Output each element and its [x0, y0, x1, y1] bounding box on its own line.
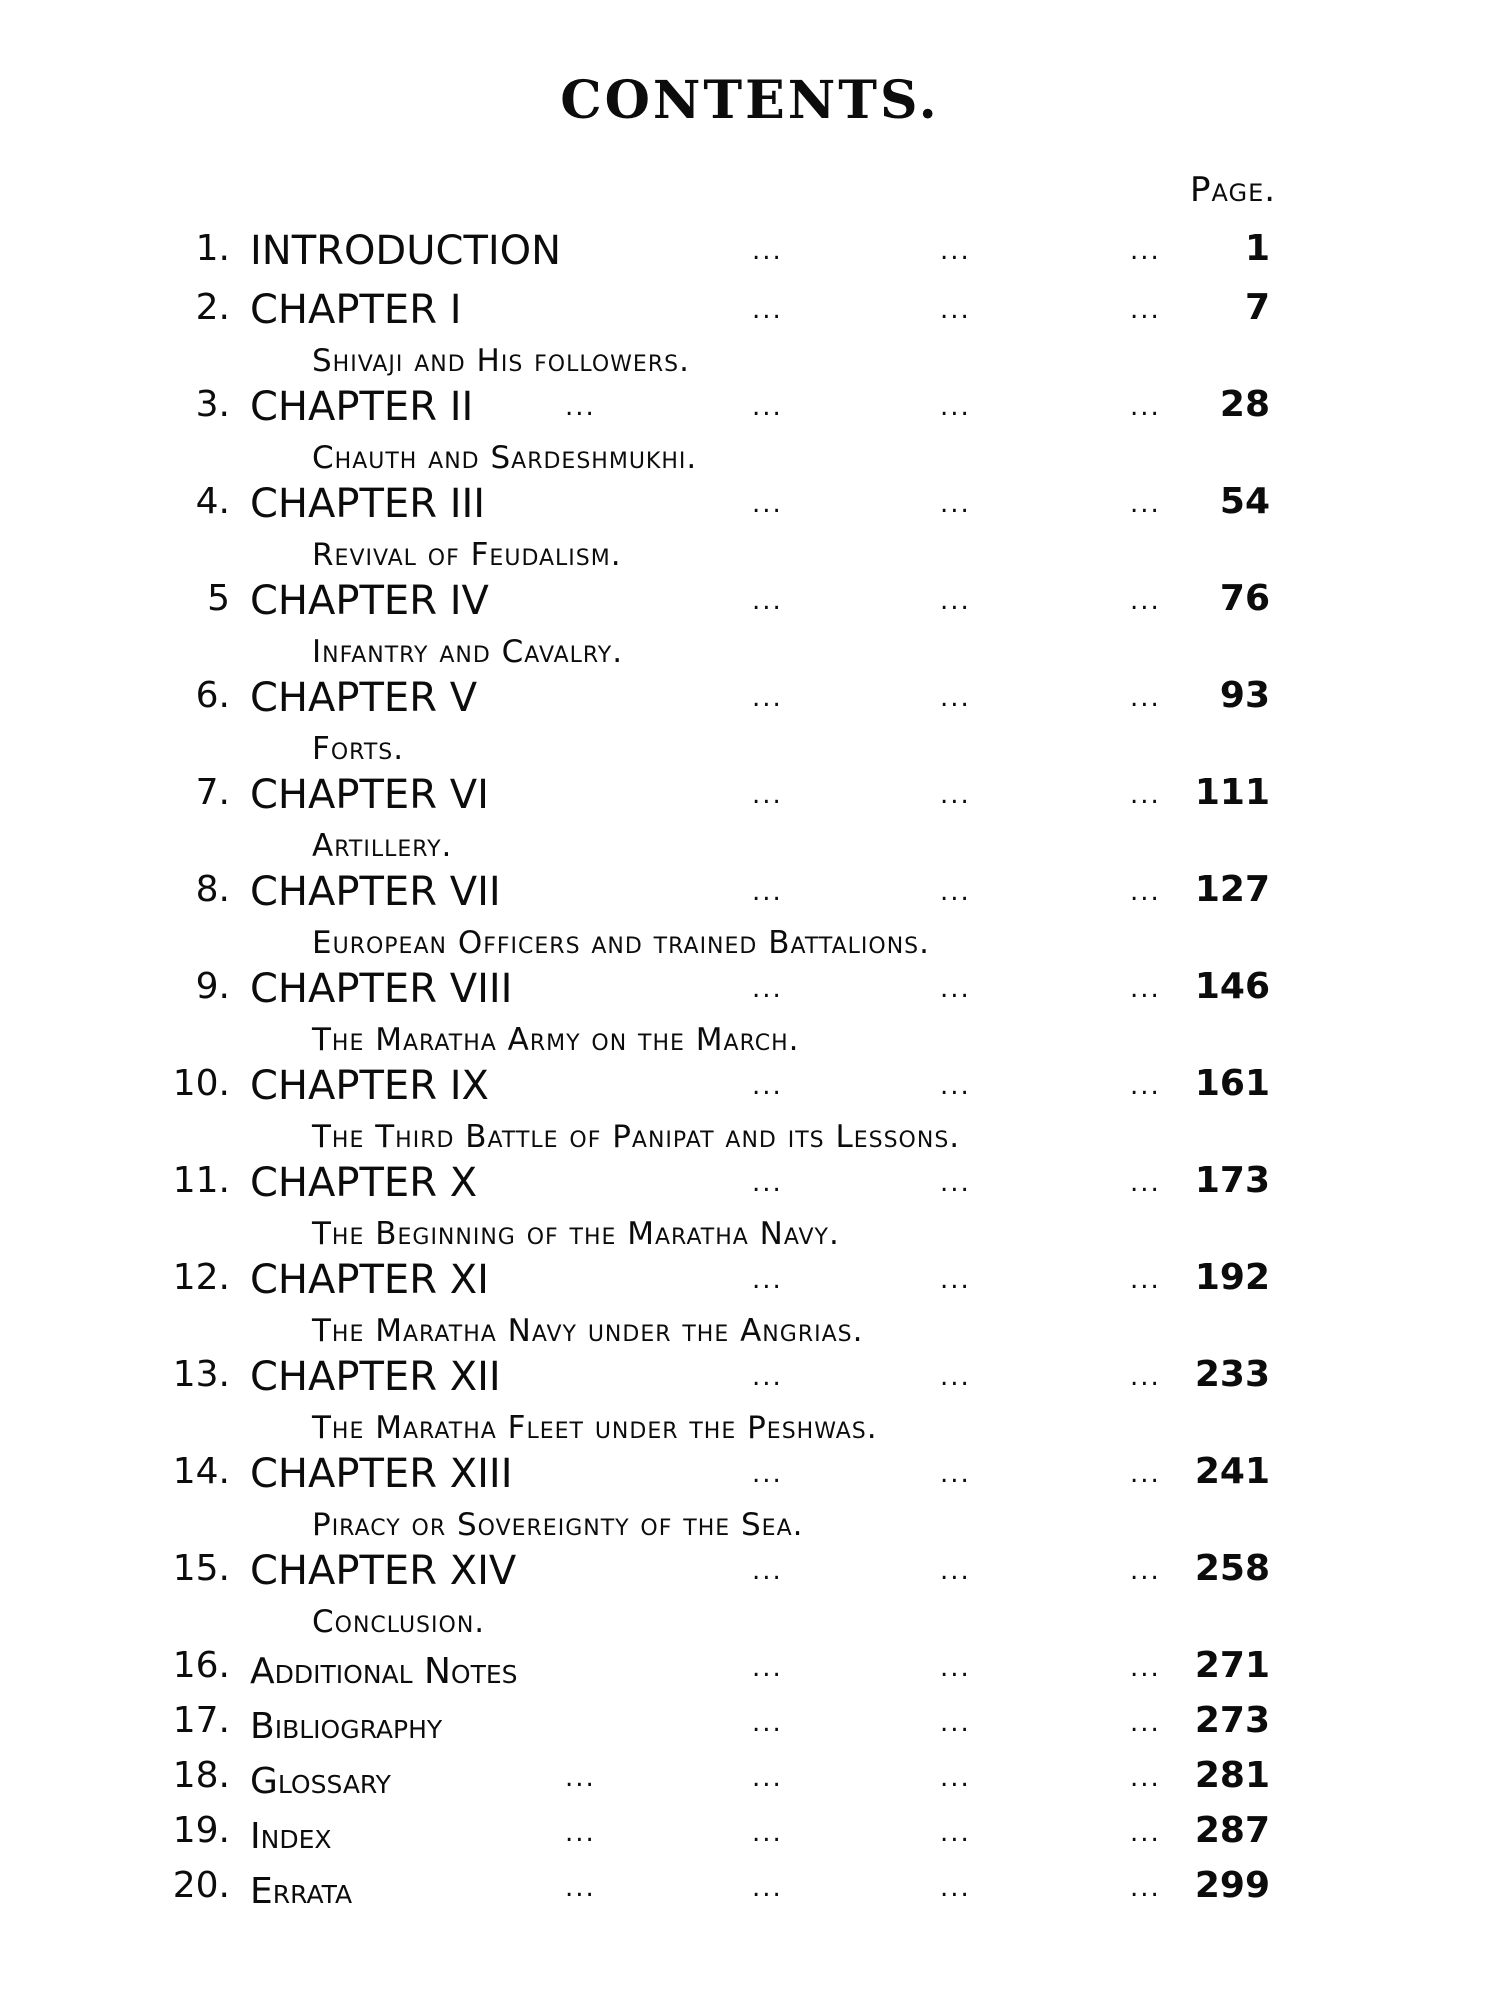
dot-leader: ...: [1130, 1071, 1161, 1101]
entry-heading: CHAPTER III: [250, 481, 486, 527]
entry-heading: CHAPTER XII: [250, 1354, 501, 1400]
entry-page-number: 161: [1194, 1063, 1270, 1104]
entry-heading: Errata: [250, 1871, 353, 1912]
entry-number: 4.: [195, 481, 230, 522]
dot-leader: ...: [1130, 974, 1161, 1004]
entry-page-number: 93: [1219, 675, 1270, 716]
entry-page-number: 241: [1194, 1451, 1270, 1492]
dot-leader: ...: [752, 392, 783, 422]
entry-number: 17.: [172, 1700, 230, 1741]
dot-leader: ...: [940, 683, 971, 713]
entry-number: 3.: [195, 384, 230, 425]
dot-leader: ...: [752, 1818, 783, 1848]
dot-leader: ...: [565, 392, 596, 422]
entry-heading: CHAPTER VII: [250, 869, 501, 915]
dot-leader: ...: [940, 974, 971, 1004]
entry-number: 12.: [172, 1257, 230, 1298]
dot-leader: ...: [940, 1818, 971, 1848]
dot-leader: ...: [752, 683, 783, 713]
entry-page-number: 173: [1194, 1160, 1270, 1201]
dot-leader: ...: [940, 489, 971, 519]
entry-heading: Additional Notes: [250, 1651, 518, 1692]
entry-page-number: 76: [1219, 578, 1270, 619]
dot-leader: ...: [940, 1459, 971, 1489]
dot-leader: ...: [752, 1265, 783, 1295]
entry-subtitle: Chauth and Sardeshmukhi.: [312, 440, 698, 476]
entry-page-number: 1: [1244, 228, 1270, 269]
entry-subtitle: Piracy or Sovereignty of the Sea.: [312, 1507, 804, 1543]
entry-page-number: 146: [1194, 966, 1270, 1007]
entry-subtitle: The Third Battle of Panipat and its Lessons.: [312, 1119, 961, 1155]
dot-leader: ...: [940, 1708, 971, 1738]
dot-leader: ...: [752, 489, 783, 519]
dot-leader: ...: [1130, 295, 1161, 325]
entry-page-number: 233: [1194, 1354, 1270, 1395]
dot-leader: ...: [752, 1653, 783, 1683]
dot-leader: ...: [752, 1459, 783, 1489]
dot-leader: ...: [752, 1763, 783, 1793]
dot-leader: ...: [1130, 586, 1161, 616]
dot-leader: ...: [752, 1362, 783, 1392]
entry-heading: CHAPTER VIII: [250, 966, 513, 1012]
entry-page-number: 54: [1219, 481, 1270, 522]
entry-number: 14.: [172, 1451, 230, 1492]
entry-page-number: 271: [1194, 1645, 1270, 1686]
entry-subtitle: Forts.: [312, 731, 405, 767]
entry-heading: CHAPTER V: [250, 675, 478, 721]
dot-leader: ...: [1130, 1362, 1161, 1392]
entry-subtitle: Shivaji and His followers.: [312, 343, 690, 379]
entry-number: 13.: [172, 1354, 230, 1395]
entry-heading: INTRODUCTION: [250, 228, 562, 274]
dot-leader: ...: [1130, 1873, 1161, 1903]
entry-heading: Index: [250, 1816, 332, 1857]
entry-page-number: 287: [1194, 1810, 1270, 1851]
dot-leader: ...: [940, 295, 971, 325]
dot-leader: ...: [1130, 1763, 1161, 1793]
dot-leader: ...: [940, 586, 971, 616]
entry-heading: CHAPTER XI: [250, 1257, 489, 1303]
entry-number: 7.: [195, 772, 230, 813]
entry-number: 1.: [195, 228, 230, 269]
entry-page-number: 7: [1244, 287, 1270, 328]
entry-number: 10.: [172, 1063, 230, 1104]
entry-heading: CHAPTER IX: [250, 1063, 489, 1109]
dot-leader: ...: [1130, 1556, 1161, 1586]
entry-heading: CHAPTER II: [250, 384, 474, 430]
dot-leader: ...: [1130, 489, 1161, 519]
entry-heading: CHAPTER IV: [250, 578, 489, 624]
dot-leader: ...: [1130, 1818, 1161, 1848]
entry-page-number: 273: [1194, 1700, 1270, 1741]
entry-number: 18.: [172, 1755, 230, 1796]
dot-leader: ...: [940, 780, 971, 810]
dot-leader: ...: [940, 1873, 971, 1903]
entry-number: 6.: [195, 675, 230, 716]
entry-heading: Glossary: [250, 1761, 391, 1802]
entry-heading: CHAPTER I: [250, 287, 462, 333]
dot-leader: ...: [940, 1763, 971, 1793]
entry-heading: CHAPTER XIV: [250, 1548, 517, 1594]
entry-page-number: 299: [1194, 1865, 1270, 1906]
entry-subtitle: The Maratha Army on the March.: [312, 1022, 800, 1058]
dot-leader: ...: [752, 974, 783, 1004]
entry-subtitle: Conclusion.: [312, 1604, 486, 1640]
entry-heading: CHAPTER XIII: [250, 1451, 513, 1497]
dot-leader: ...: [752, 1168, 783, 1198]
dot-leader: ...: [940, 1265, 971, 1295]
dot-leader: ...: [940, 877, 971, 907]
entry-page-number: 28: [1219, 384, 1270, 425]
entry-heading: Bibliography: [250, 1706, 443, 1747]
entry-heading: CHAPTER VI: [250, 772, 489, 818]
dot-leader: ...: [1130, 1459, 1161, 1489]
dot-leader: ...: [752, 877, 783, 907]
dot-leader: ...: [1130, 1653, 1161, 1683]
entry-number: 11.: [172, 1160, 230, 1201]
entry-page-number: 192: [1194, 1257, 1270, 1298]
entry-number: 15.: [172, 1548, 230, 1589]
dot-leader: ...: [1130, 1708, 1161, 1738]
entry-subtitle: The Maratha Navy under the Angrias.: [312, 1313, 864, 1349]
dot-leader: ...: [1130, 1265, 1161, 1295]
entry-number: 8.: [195, 869, 230, 910]
page-column-label: Page.: [1190, 170, 1277, 210]
dot-leader: ...: [940, 1071, 971, 1101]
dot-leader: ...: [752, 1071, 783, 1101]
dot-leader: ...: [1130, 683, 1161, 713]
entry-number: 19.: [172, 1810, 230, 1851]
entry-number: 9.: [195, 966, 230, 1007]
entry-page-number: 258: [1194, 1548, 1270, 1589]
entry-number: 20.: [172, 1865, 230, 1906]
entry-number: 5: [207, 578, 230, 619]
dot-leader: ...: [940, 1556, 971, 1586]
dot-leader: ...: [565, 1873, 596, 1903]
dot-leader: ...: [752, 586, 783, 616]
dot-leader: ...: [940, 236, 971, 266]
dot-leader: ...: [752, 295, 783, 325]
dot-leader: ...: [940, 392, 971, 422]
entry-subtitle: Infantry and Cavalry.: [312, 634, 624, 670]
entry-number: 16.: [172, 1645, 230, 1686]
dot-leader: ...: [752, 236, 783, 266]
dot-leader: ...: [1130, 780, 1161, 810]
entry-heading: CHAPTER X: [250, 1160, 478, 1206]
entry-subtitle: European Officers and trained Battalions.: [312, 925, 930, 961]
dot-leader: ...: [752, 1873, 783, 1903]
dot-leader: ...: [752, 1556, 783, 1586]
entry-page-number: 127: [1194, 869, 1270, 910]
dot-leader: ...: [1130, 392, 1161, 422]
entry-subtitle: The Maratha Fleet under the Peshwas.: [312, 1410, 878, 1446]
dot-leader: ...: [565, 1818, 596, 1848]
entry-page-number: 281: [1194, 1755, 1270, 1796]
dot-leader: ...: [1130, 877, 1161, 907]
dot-leader: ...: [752, 1708, 783, 1738]
entry-subtitle: Revival of Feudalism.: [312, 537, 622, 573]
dot-leader: ...: [1130, 1168, 1161, 1198]
dot-leader: ...: [1130, 236, 1161, 266]
dot-leader: ...: [940, 1362, 971, 1392]
entry-number: 2.: [195, 287, 230, 328]
dot-leader: ...: [752, 780, 783, 810]
page-title: CONTENTS.: [560, 70, 940, 131]
entry-page-number: 111: [1194, 772, 1270, 813]
entry-subtitle: The Beginning of the Maratha Navy.: [312, 1216, 840, 1252]
dot-leader: ...: [565, 1763, 596, 1793]
dot-leader: ...: [940, 1168, 971, 1198]
dot-leader: ...: [940, 1653, 971, 1683]
entry-subtitle: Artillery.: [312, 828, 453, 864]
